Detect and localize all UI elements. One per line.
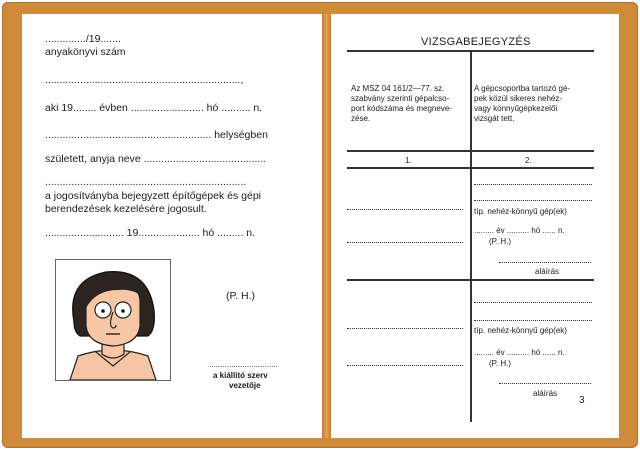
blank-line: ..................................................................... <box>45 176 247 188</box>
col1-header-2: szabvány szerinti gépalcso- <box>351 94 450 103</box>
left-page <box>22 14 322 438</box>
entry1-date: ......... év .......... hó ...... n. <box>474 226 565 235</box>
entry1-signature-dots <box>499 262 591 263</box>
entry2-signature: aláírás <box>533 389 558 398</box>
col2-header-2: pek közül sikeres nehéz- <box>474 94 563 103</box>
entry1-machine-type: típ. nehéz-könnyű gép(ek) <box>474 207 567 216</box>
entry1-dots-2 <box>474 200 592 201</box>
col2-header-1: A gépcsoportba tartozó gé- <box>474 84 571 93</box>
authorization-text-2: berendezések kezelésére jogosult. <box>45 203 207 215</box>
booklet-spine <box>322 14 331 438</box>
entry-separator <box>347 279 594 281</box>
holder-photo <box>55 259 171 381</box>
col2-header-3: vagy könnyűgépkezelői <box>474 104 558 113</box>
entry1-signature: aláírás <box>535 267 560 276</box>
entry1-col1-dots-1 <box>347 209 463 210</box>
entry2-stamp: (P. H.) <box>489 359 512 368</box>
name-line: ..................................................................., <box>45 74 244 86</box>
birth-year-line: aki 19........ évben ......................... hó .......... n. <box>45 102 263 114</box>
col1-header-3: port kódszáma és megneve- <box>351 104 452 113</box>
entry1-stamp: (P. H.) <box>489 237 512 246</box>
entry1-dots-1 <box>474 184 592 185</box>
entry2-col1-dots-2 <box>347 365 463 366</box>
mother-name-line: született, anyja neve .......................................... <box>45 153 267 165</box>
holder-portrait-drawing <box>56 260 170 380</box>
col2-header-4: vizsgát tett. <box>474 114 515 123</box>
entry2-dots-2 <box>474 320 592 321</box>
header-rule <box>347 150 594 152</box>
right-page <box>331 14 619 438</box>
birthplace-line: ......................................................... helységben <box>45 129 268 141</box>
column-divider <box>470 50 472 422</box>
entry1-col1-dots-2 <box>347 242 463 243</box>
authorization-text-1: a jogosítványba bejegyzett építőgépek és gépi <box>45 190 261 202</box>
issue-date-line: ........................... 19..................... hó ......... n. <box>45 227 256 239</box>
entry2-signature-dots <box>499 383 591 384</box>
page-number: 3 <box>579 395 585 406</box>
stamp-placeholder: (P. H.) <box>226 290 255 302</box>
col1-header-4: zése. <box>351 114 371 123</box>
entry2-dots-1 <box>474 302 592 303</box>
registry-number-label: anyakönyvi szám <box>45 46 126 58</box>
col1-number: 1. <box>405 156 412 165</box>
entry2-machine-type: típ. nehéz-könnyű gép(ek) <box>474 326 567 335</box>
exam-records-title: VIZSGABEJEGYZÉS <box>421 36 531 48</box>
issuer-label-1: a kiállító szerv <box>213 371 268 380</box>
signature-dots: ............................... <box>209 360 278 369</box>
entry2-col1-dots-1 <box>347 328 463 329</box>
registry-number-line: ............../19....... <box>45 33 121 45</box>
number-rule <box>347 167 594 169</box>
col1-header-1: Az MSZ 04 161/2—77. sz. <box>351 84 445 93</box>
entry2-date: ......... év .......... hó ...... n. <box>474 348 565 357</box>
issuer-label-2: vezetője <box>229 381 261 390</box>
col2-number: 2. <box>525 156 532 165</box>
